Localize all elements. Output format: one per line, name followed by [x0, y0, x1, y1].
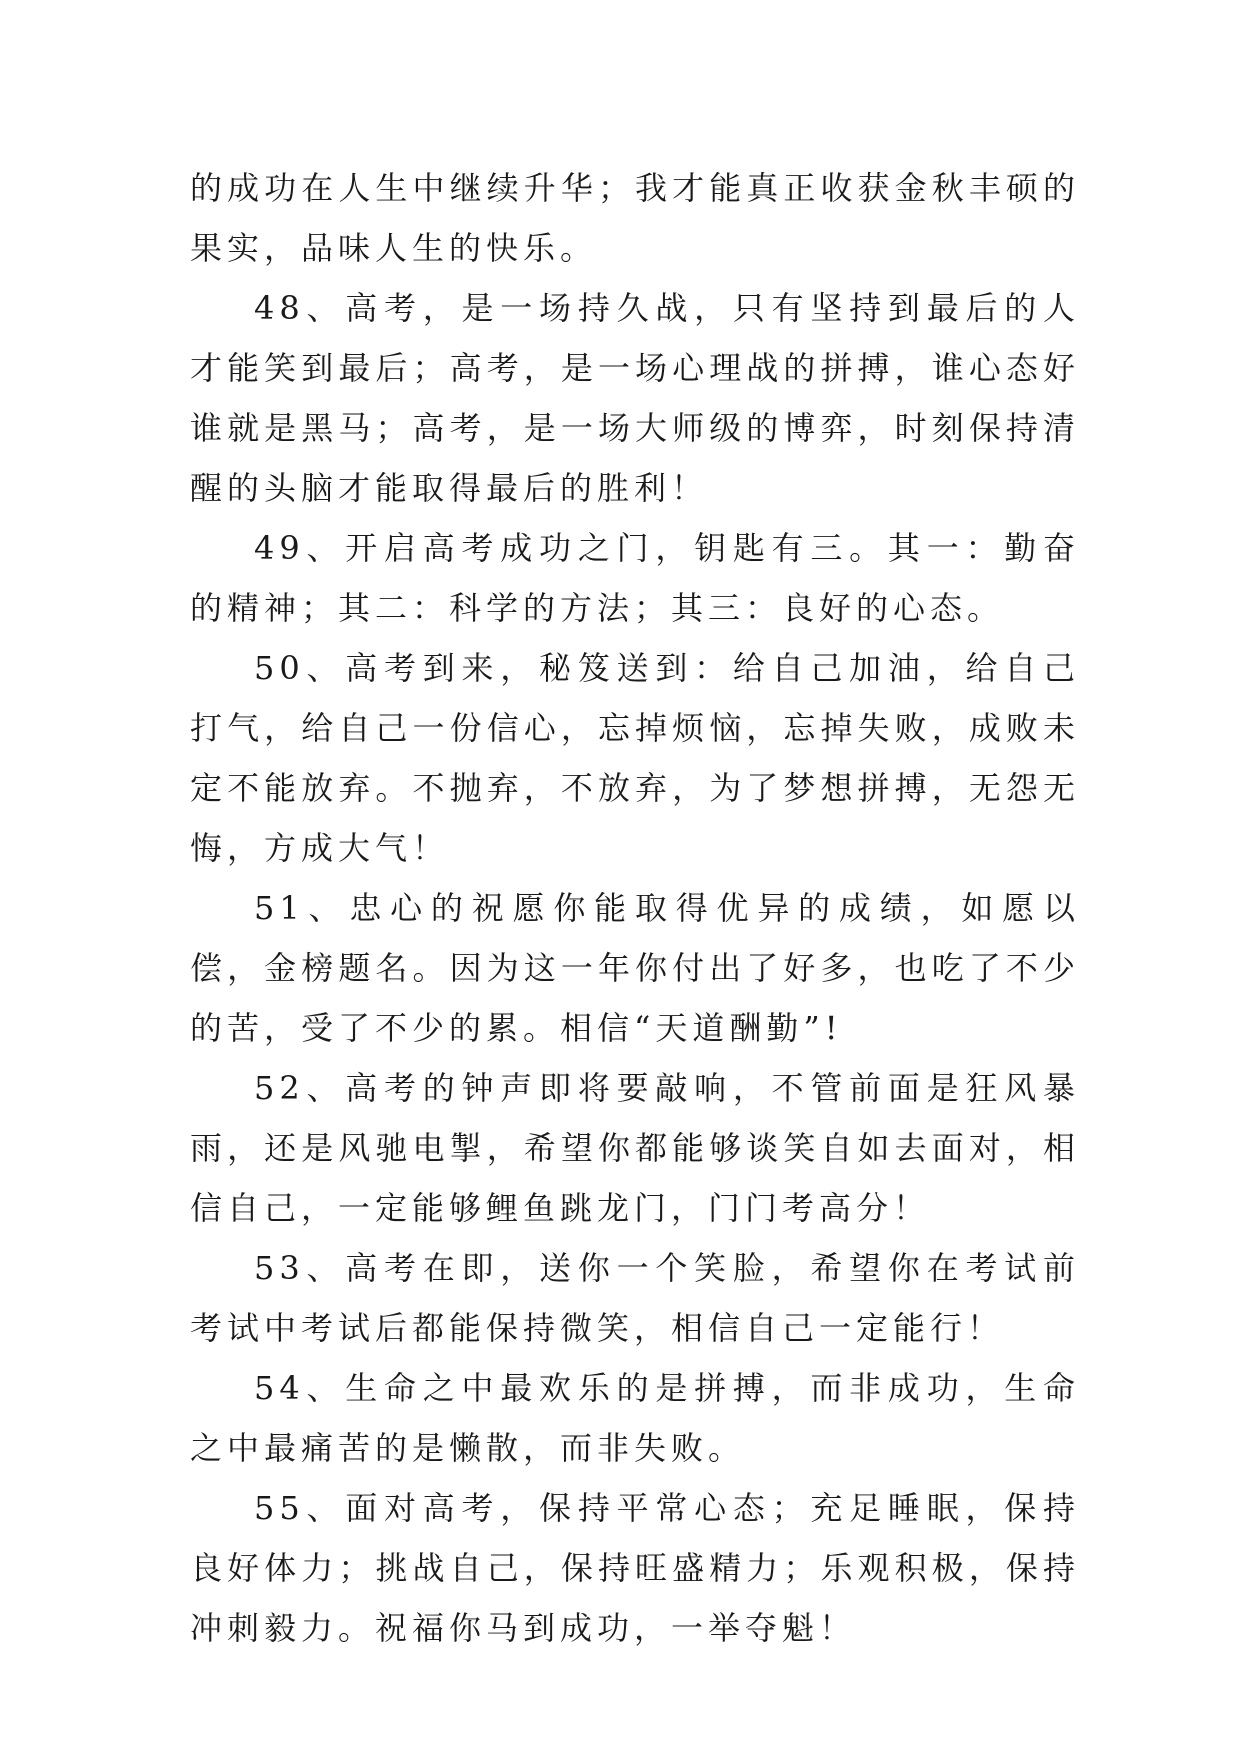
- paragraph-49: 49、开启高考成功之门，钥匙有三。其一：勤奋的精神；其二：科学的方法；其三：良好的心态。: [190, 529, 1080, 627]
- paragraph-48: 48、高考，是一场持久战，只有坚持到最后的人才能笑到最后；高考，是一场心理战的拼搏，谁心态好谁就是黑马；高考，是一场大师级的博弈，时刻保持清醒的头脑才能取得最后的胜利！: [190, 289, 1080, 507]
- document-body: [190, 158, 1080, 1658]
- paragraph-54: 54、生命之中最欢乐的是拼搏，而非成功，生命之中最痛苦的是懒散，而非失败。: [190, 1369, 1080, 1467]
- paragraph-55: 55、面对高考，保持平常心态；充足睡眠，保持良好体力；挑战自己，保持旺盛精力；乐观积极，保持冲刺毅力。祝福你马到成功，一举夺魁！: [190, 1489, 1080, 1647]
- paragraph-52: 52、高考的钟声即将要敲响，不管前面是狂风暴雨，还是风驰电掣，希望你都能够谈笑自如去面对，相信自己，一定能够鲤鱼跳龙门，门门考高分！: [190, 1069, 1080, 1227]
- paragraph-continuation: 的成功在人生中继续升华；我才能真正收获金秋丰硕的果实，品味人生的快乐。: [190, 169, 1080, 267]
- paragraph-50: 50、高考到来，秘笈送到：给自己加油，给自己打气，给自己一份信心，忘掉烦恼，忘掉失败，成败未定不能放弃。不抛弃，不放弃，为了梦想拼搏，无怨无悔，方成大气！: [190, 649, 1080, 867]
- paragraph-51: 51、忠心的祝愿你能取得优异的成绩，如愿以偿，金榜题名。因为这一年你付出了好多，也吃了不少的苦，受了不少的累。相信“天道酬勤”!: [190, 889, 1080, 1047]
- paragraph-53: 53、高考在即，送你一个笑脸，希望你在考试前考试中考试后都能保持微笑，相信自己一定能行！: [190, 1249, 1080, 1347]
